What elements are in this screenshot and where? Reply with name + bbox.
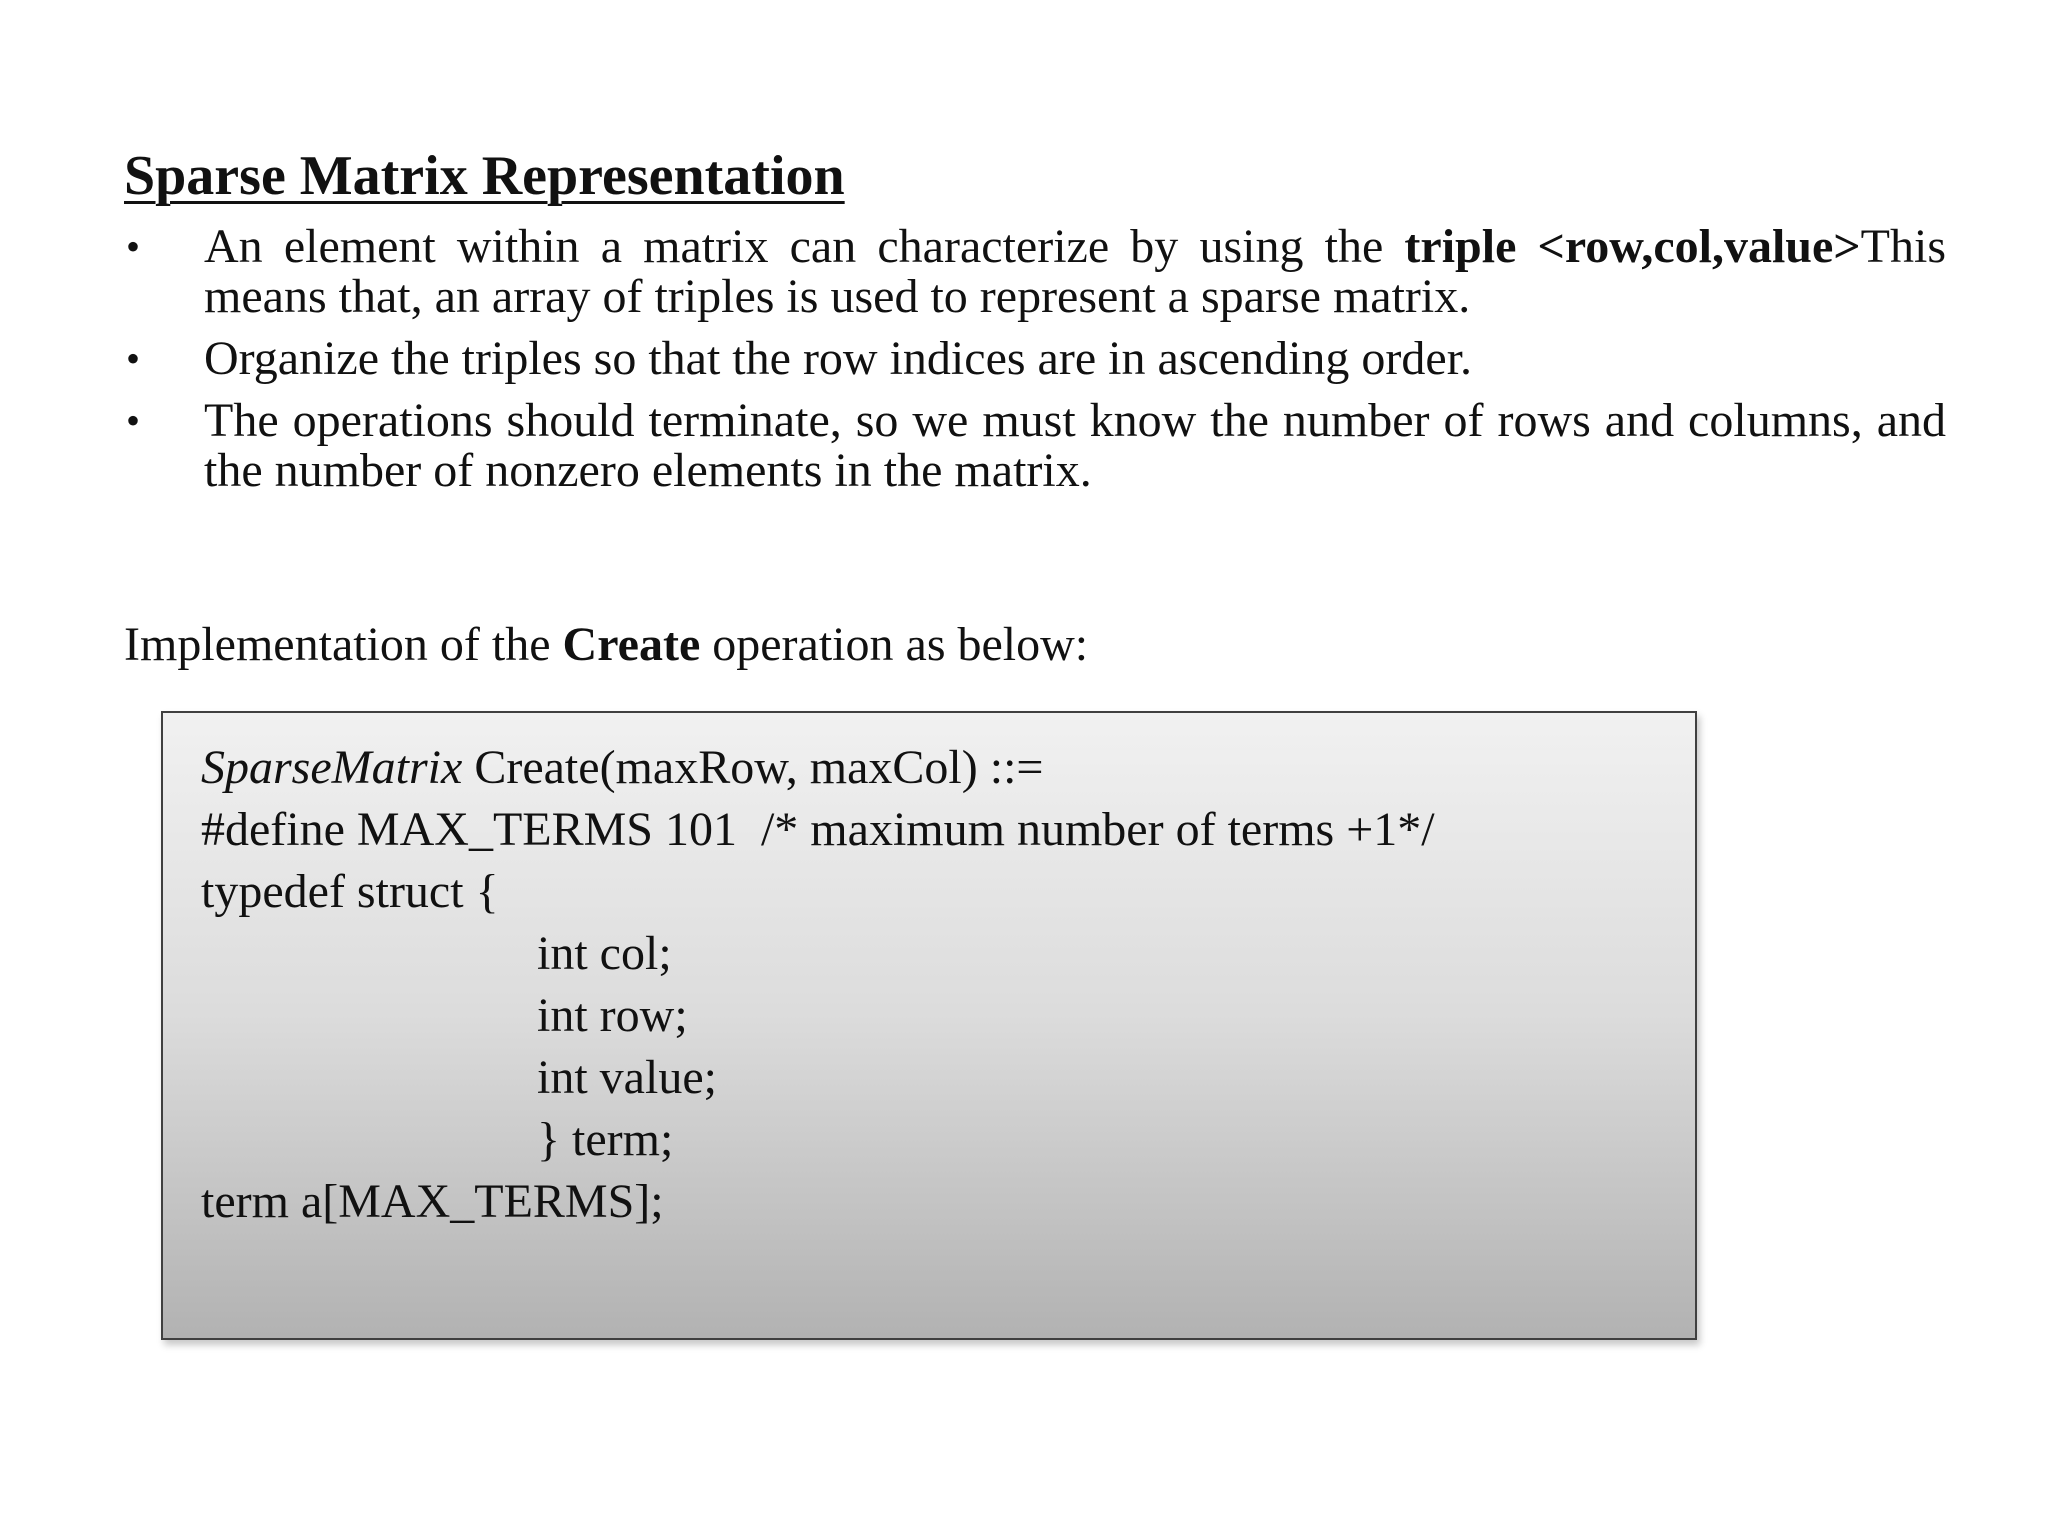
bullet-text-part: This means that, an array of triples is used to represent a sparse matrix. [204,220,1946,323]
code-box [161,711,1697,1340]
code-signature-type: SparseMatrix [201,741,463,794]
bullet-item-ascending-order [124,334,1946,384]
bullet-text-emphasis: triple <row,col,value> [1404,220,1861,273]
intro-text-after: operation as below: [700,618,1089,671]
code-define-line: #define MAX_TERMS 101 /* maximum number of terms +1*/ [201,803,1435,856]
bullet-text [204,334,1946,384]
code-signature-line [201,737,1695,799]
implementation-intro [124,617,1088,673]
intro-create-emphasis: Create [562,618,701,671]
code-field-col: int col; [537,927,672,980]
intro-text-before: Implementation of the [124,618,563,671]
bullet-icon: • [126,398,141,443]
code-signature-rest: Create(maxRow, maxCol) ::= [462,741,1044,794]
bullet-icon: • [126,336,141,381]
code-closing-line: } term; [537,1113,674,1166]
code-field-row: int row; [537,989,688,1042]
bullet-text [204,396,1946,496]
code-field-value: int value; [537,1051,717,1104]
bullet-list [124,222,1946,508]
code-array-line: term a[MAX_TERMS]; [201,1175,664,1228]
bullet-text-part: Organize the triples so that the row indices are in ascending order. [204,332,1473,385]
bullet-item-terminate-operations [124,396,1946,496]
bullet-item-triple-representation [124,222,1946,322]
code-typedef-line: typedef struct { [201,865,499,918]
bullet-text-part: The operations should terminate, so we must know the number of rows and columns, and the number of nonzero elements in the matrix. [204,394,1946,497]
slide-title: Sparse Matrix Representation [124,145,845,207]
bullet-text-part: An element within a matrix can characterize by using the [204,220,1405,273]
bullet-icon: • [126,224,141,269]
bullet-text [204,222,1946,322]
